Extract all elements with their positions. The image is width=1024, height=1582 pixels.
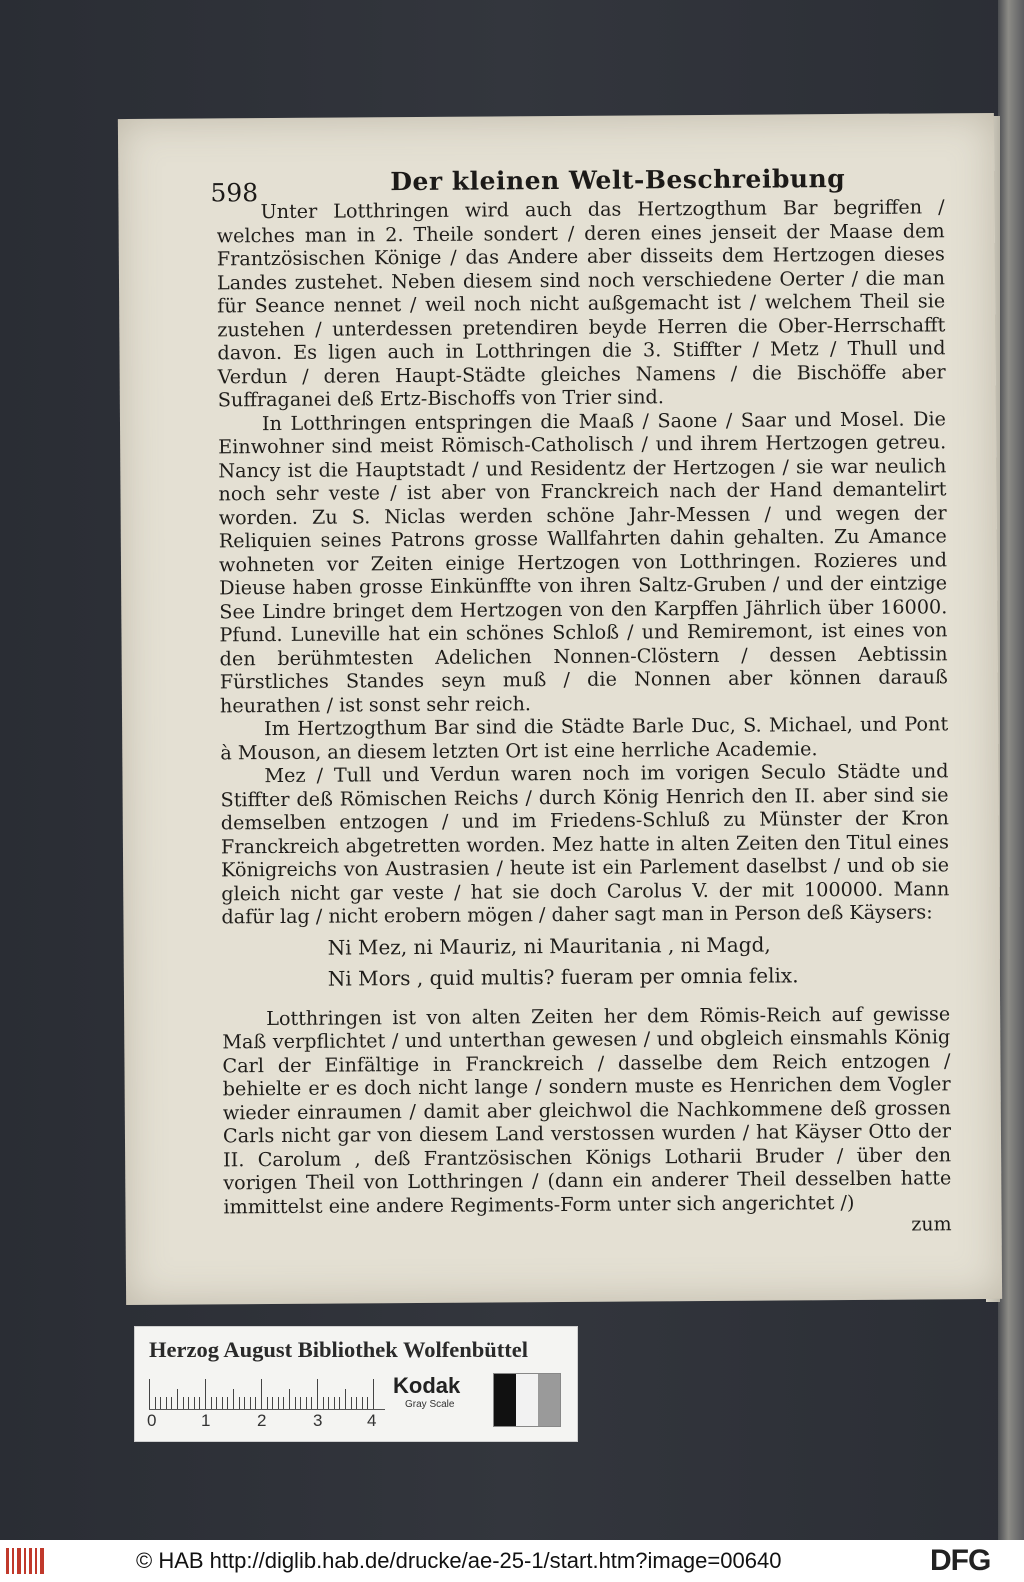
gray-patch xyxy=(494,1374,516,1426)
kodak-logo: Kodak xyxy=(393,1373,461,1398)
ruler xyxy=(149,1377,385,1410)
ruler-tick xyxy=(345,1389,346,1409)
ruler-tick xyxy=(211,1397,212,1409)
page-number: 598 xyxy=(210,178,259,208)
ruler-tick xyxy=(171,1397,172,1409)
hab-barcode-icon xyxy=(6,1546,48,1576)
ruler-tick xyxy=(373,1379,374,1409)
ruler-tick xyxy=(306,1397,307,1409)
dfg-logo: DFG xyxy=(930,1544,991,1577)
verse-line: Ni Mez, ni Mauriz, ni Mauritania , ni Magd, xyxy=(327,932,771,960)
paragraph: Im Hertzogthum Bar sind die Städte Barle Duc, S. Michael, und Pont à Mouson, an diesem letzten Ort ist eine herrliche Academie. xyxy=(220,712,949,764)
color-target-card xyxy=(134,1326,578,1442)
ruler-tick xyxy=(205,1379,206,1409)
ruler-tick xyxy=(289,1389,290,1409)
ruler-tick xyxy=(149,1379,150,1409)
ruler-tick xyxy=(278,1397,279,1409)
ruler-tick xyxy=(300,1397,301,1409)
ruler-label: 1 xyxy=(201,1411,211,1430)
ruler-tick xyxy=(166,1397,167,1409)
ruler-tick xyxy=(283,1397,284,1409)
footer-bar xyxy=(0,1540,1024,1582)
ruler-tick xyxy=(267,1397,268,1409)
paragraph: In Lotthringen entspringen die Maaß / Saone / Saar und Mosel. Die Einwohner sind meist Römisch-Catholisch / und ihrem Hertzogen getreu. Nancy ist die Hauptstadt / und Residentz der Hertzogen / sie war neulich noch sehr veste / ist aber von Franckreich nach der Hand demantelirt worden. Zu S. Niclas werden schöne Jahr-Messen / und wegen der Reliquien seines Patrons grosse Wallfahrten dahin gehalten. Zu Amance wohneten vor Zeiten einige Hertzogen von Lotthringen. Rozieres und Dieuse haben grosse Einkünffte von ihren Saltz-Gruben / und der eintzige See Lindre bringet dem Hertzogen von den Karpffen Jährlich über 16000. Pfund. Luneville hat ein schönes Schloß / und Remiremont, ist eines von den berühmtesten Adelichen Nonnen-Clöstern / dessen Aebtissin Fürstliches Standes seyn muß / die Nonnen aber können darauß heurathen / ist sonst sehr reich. xyxy=(218,406,948,717)
ruler-tick xyxy=(227,1397,228,1409)
ruler-tick xyxy=(255,1397,256,1409)
ruler-tick xyxy=(222,1397,223,1409)
ruler-tick xyxy=(188,1397,189,1409)
ruler-tick xyxy=(261,1379,262,1409)
ruler-label: 2 xyxy=(257,1411,267,1430)
ruler-tick xyxy=(244,1397,245,1409)
running-head: Der kleinen Welt-Beschreibung xyxy=(390,163,846,197)
scanner-edge-strip xyxy=(998,0,1024,1540)
verse xyxy=(328,928,950,994)
ruler-tick xyxy=(239,1397,240,1409)
gray-patch xyxy=(538,1374,560,1426)
credit-link[interactable]: © HAB http://diglib.hab.de/drucke/ae-25-1/start.htm?image=00640 xyxy=(136,1548,782,1573)
ruler-tick xyxy=(367,1397,368,1409)
ruler-tick xyxy=(250,1397,251,1409)
ruler-tick xyxy=(272,1397,273,1409)
ruler-tick xyxy=(199,1397,200,1409)
page-text xyxy=(216,195,951,1242)
ruler-tick xyxy=(351,1397,352,1409)
ruler-tick xyxy=(362,1397,363,1409)
ruler-tick xyxy=(160,1397,161,1409)
ruler-tick xyxy=(177,1389,178,1409)
ruler-tick xyxy=(194,1397,195,1409)
ruler-tick xyxy=(155,1397,156,1409)
ruler-label: 3 xyxy=(313,1411,323,1430)
ruler-label: 0 xyxy=(147,1411,157,1430)
paragraph: Unter Lotthringen wird auch das Hertzogthum Bar begriffen / welches man in 2. Theile sondert / deren eines jenseit der Maase dem Frantzösischen Könige / das Andere aber disseits dem Hertzogen dieses Landes zustehet. Neben diesem sind noch verschiedene Oerter / die man für Seance nennet / weil noch nicht außgemacht ist / welchem Theil sie zustehen / unterdessen pretendiren beyde Herren die Ober-Herrschafft davon. Es ligen auch in Lotthringen die 3. Stiffter / Metz / Thull und Verdun / deren Haupt-Städte gleiches Namens / die Bischöffe aber Suffraganei deß Ertz-Bischoffs von Trier sind. xyxy=(216,195,946,412)
ruler-tick xyxy=(183,1397,184,1409)
ruler-tick xyxy=(317,1379,318,1409)
catchword: zum xyxy=(911,1213,952,1236)
ruler-tick xyxy=(311,1397,312,1409)
ruler-tick xyxy=(216,1397,217,1409)
ruler-label: 4 xyxy=(367,1411,377,1430)
library-name: Herzog August Bibliothek Wolfenbüttel xyxy=(149,1337,528,1362)
paragraph: Lotthringen ist von alten Zeiten her dem Römis-Reich auf gewisse Maß verpflichtet / und unterthan gewesen / und obgleich einsmahls König Carl der Einfältige in Franckreich / dasselbe dem Reich entzogen / behielte er es doch nicht lange / sondern muste es Henrichen dem Vogler wieder einraumen / damit aber gleichwol die Nachkommene deß grossen Carls nicht gar von diesem Land verstossen wurden / hat Käyser Otto der II. Carolum , deß Frantzösischen Königs Lotharii Bruder / über den vorigen Theil von Lotthringen / (dann ein anderer Theil desselben hatte immittelst eine andere Regiments-Form unter sich angerichtet /) xyxy=(222,1001,952,1218)
ruler-tick xyxy=(233,1389,234,1409)
ruler-tick xyxy=(328,1397,329,1409)
gray-patch xyxy=(516,1374,538,1426)
verse-line: Ni Mors , quid multis? fueram per omnia felix. xyxy=(327,962,799,991)
gray-scale-label: Gray Scale xyxy=(405,1399,455,1410)
ruler-tick xyxy=(323,1397,324,1409)
book-page xyxy=(118,113,1002,1305)
paragraph: Mez / Tull und Verdun waren noch im vorigen Seculo Städte und Stiffter deß Römischen Reichs / durch König Henrich den II. aber sind sie demselben entzogen / und im Friedens-Schluß zu Münster der Kron Franckreich abgetretten worden. Mez hatte in alten Zeiten den Titul eines Königreichs von Austrasien / heute ist ein Parlement daselbst / und ob sie gleich nicht gar veste / hat sie doch Carolus V. der mit 100000. Mann dafür lag / nicht erobern mögen / daher sagt man in Person deß Käysers: xyxy=(220,759,950,929)
gray-patches xyxy=(493,1373,561,1427)
ruler-tick xyxy=(295,1397,296,1409)
ruler-tick xyxy=(334,1397,335,1409)
ruler-tick xyxy=(339,1397,340,1409)
ruler-tick xyxy=(356,1397,357,1409)
